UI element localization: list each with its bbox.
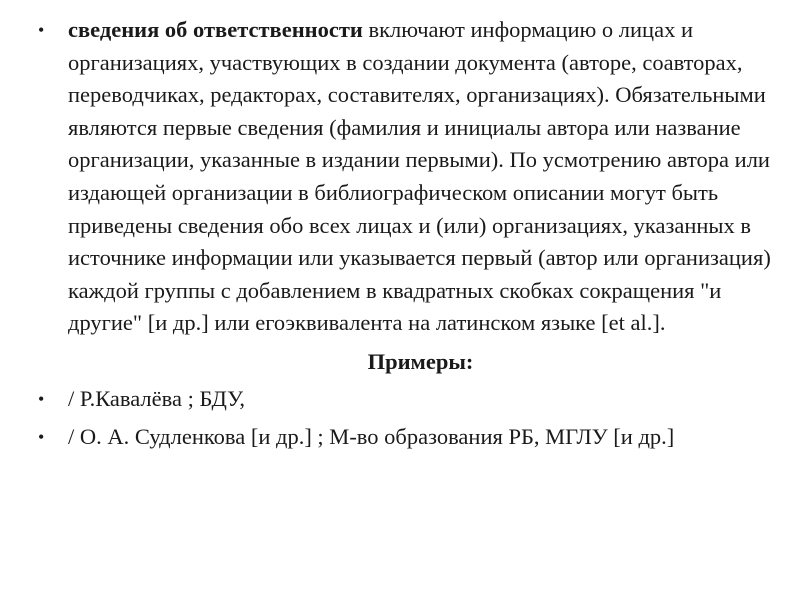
example-text: / Р.Кавалёва ; БДУ,: [68, 385, 246, 411]
example-item-2: [38, 421, 773, 454]
example-text: / О. А. Судленкова [и др.] ; М-во образования РБ, МГЛУ [и др.]: [68, 424, 675, 450]
example-item-1: [38, 383, 773, 416]
defined-term: сведения об ответственности: [68, 17, 363, 42]
bullet-marker: •: [38, 427, 45, 448]
definition-body: включают информацию о лицах и организациях, участвующих в создании документа (авторе, соавторах, переводчиках, редакторах, составителях, организациях). Обязательными являются первые сведения (фамилия и инициалы автора или название организации, указанные в издании первыми). По усмотрению автора или издающей организации в библиографическом описании могут быть приведены сведения обо всех лицах и (или) организациях, указанных в источнике информации или указывается первый (автор или организация) каждой группы с добавлением в квадратных скобках сокращения "и другие" [и др.] или егоэквивалента на латинском языке [et al.].: [68, 17, 771, 336]
bullet-marker: •: [38, 388, 45, 409]
examples-heading: Примеры:: [367, 348, 474, 374]
paragraph-text: [68, 14, 773, 340]
slide-content: [38, 14, 773, 454]
bullet-item-responsibility: [38, 14, 773, 340]
bullet-marker: •: [38, 20, 45, 40]
